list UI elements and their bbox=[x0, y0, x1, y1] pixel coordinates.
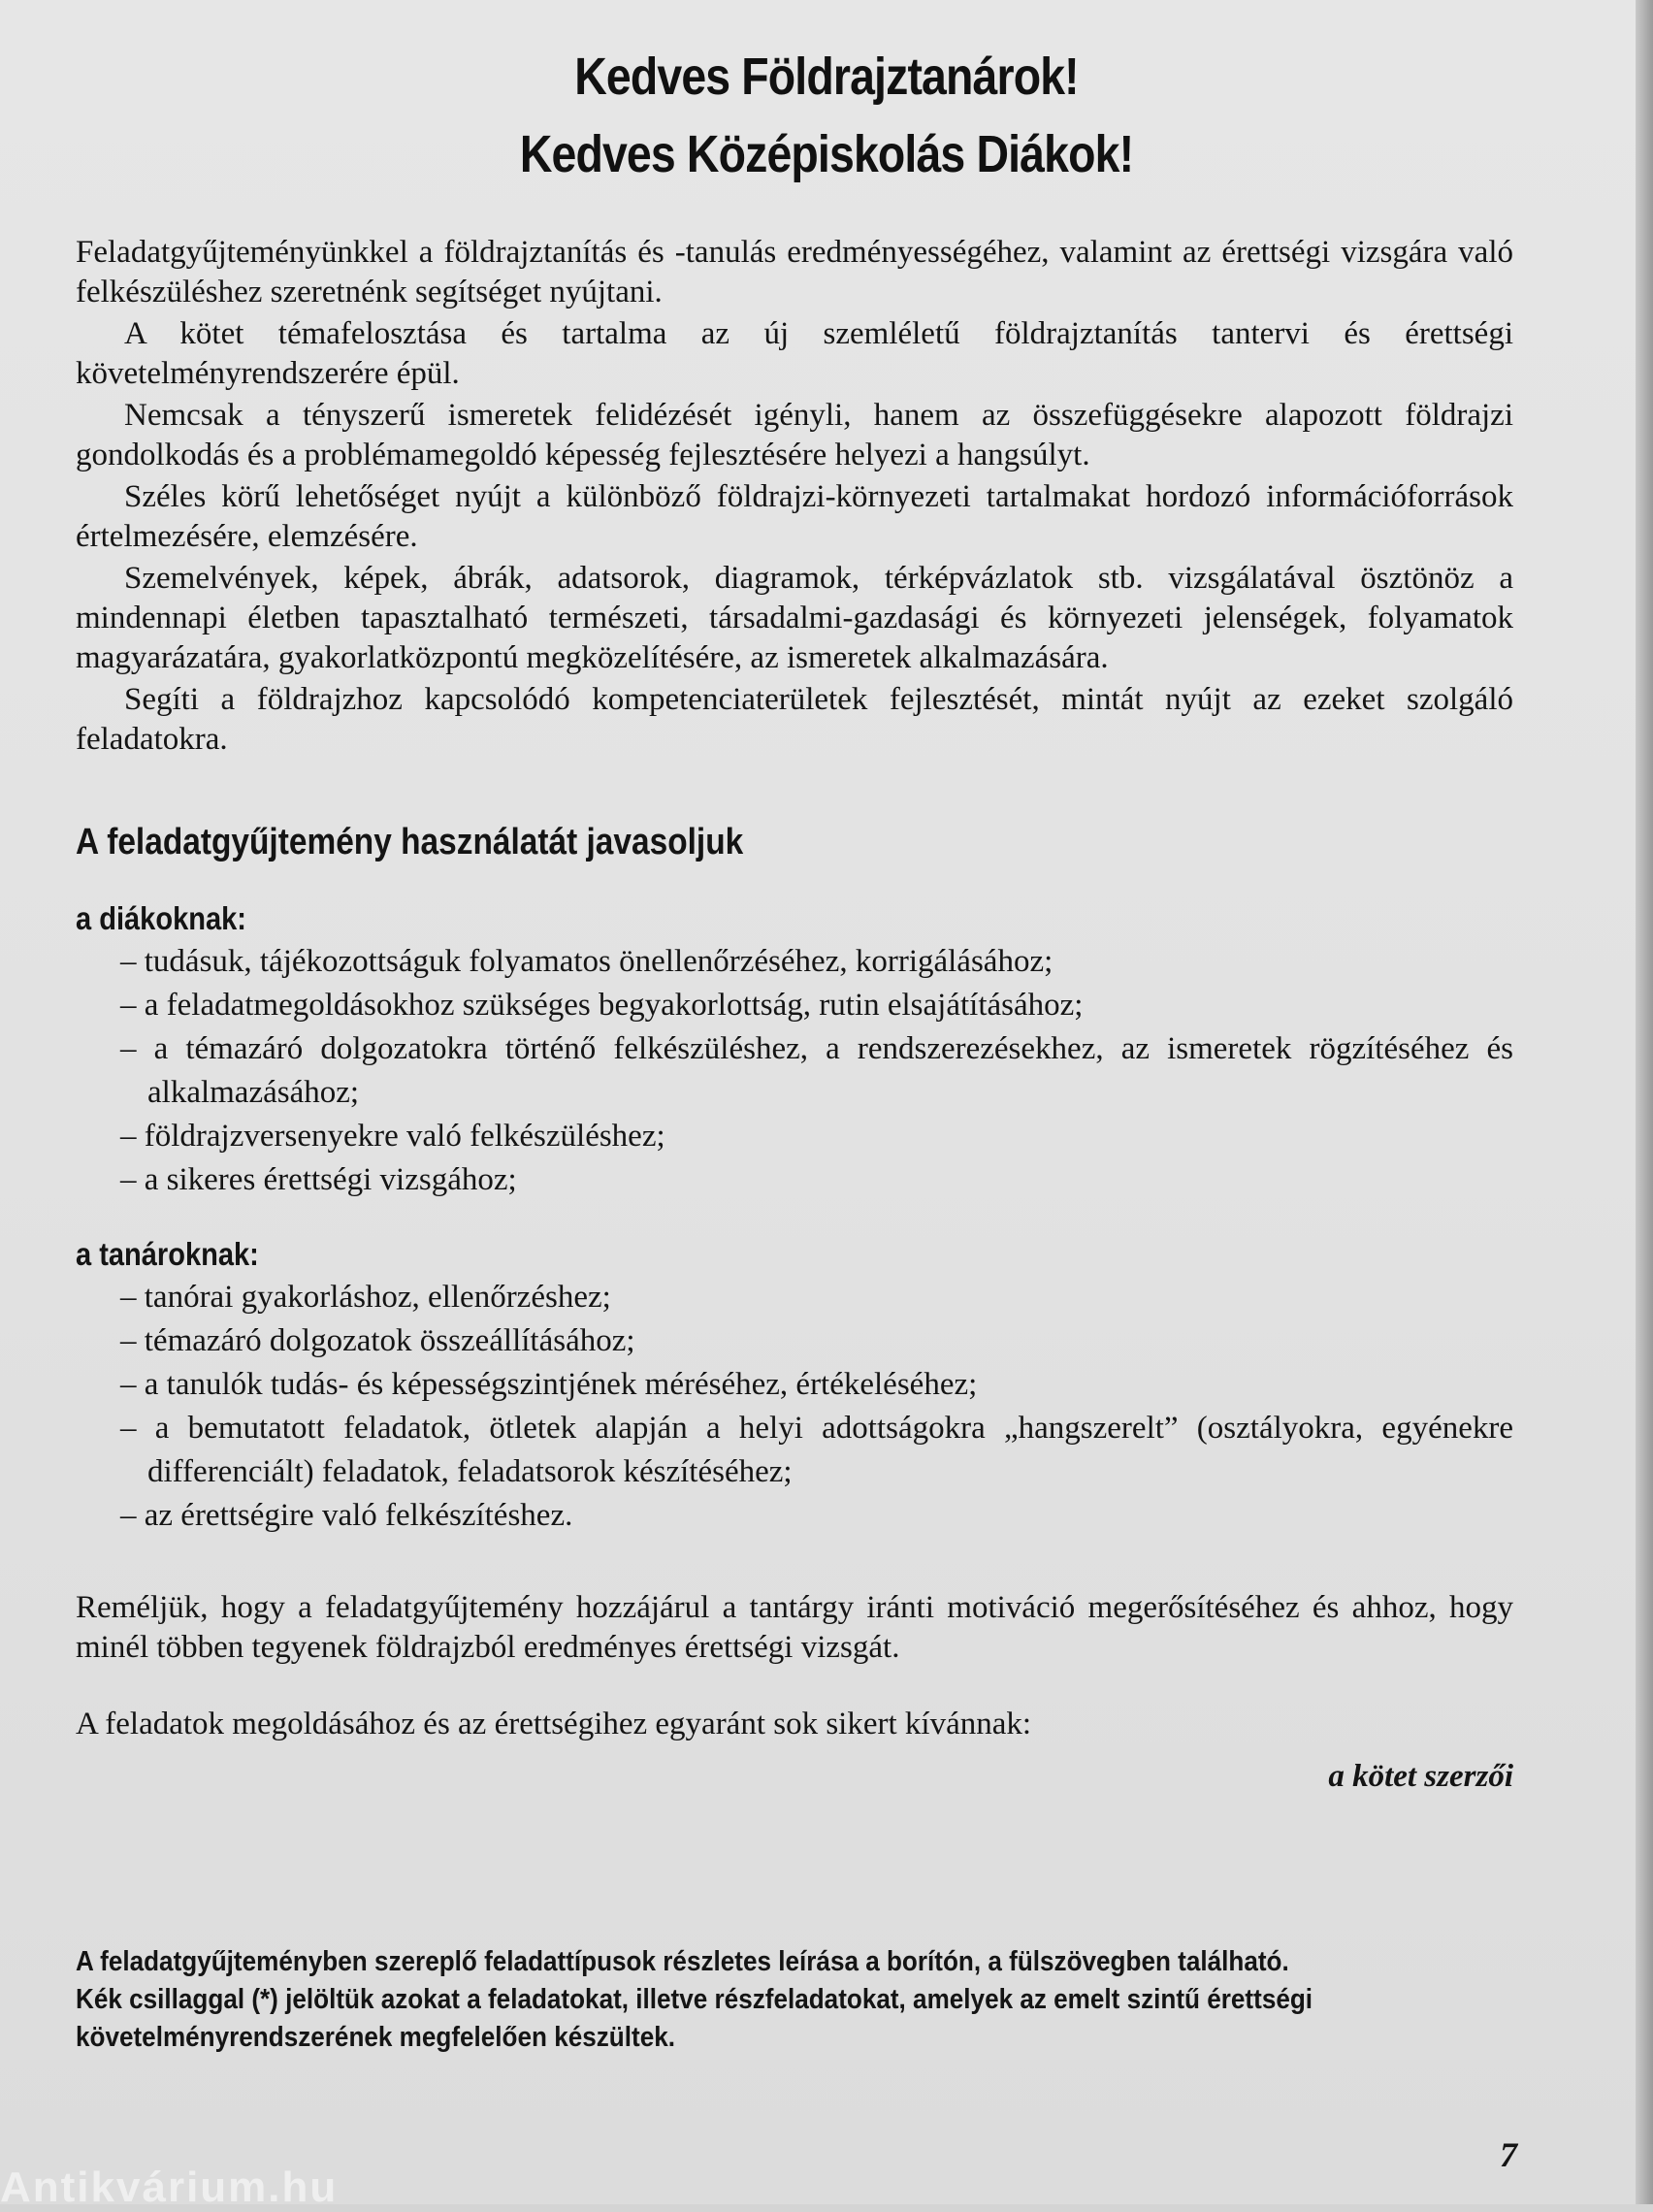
students-label: a diákoknak: bbox=[76, 900, 246, 936]
list-item: – a tanulók tudás- és képességszintjének méréséhez, értékeléséhez; bbox=[76, 1363, 1513, 1407]
list-item: – az érettségire való felkészítéshez. bbox=[76, 1494, 1513, 1538]
list-item: – témazáró dolgozatok összeállításához; bbox=[76, 1319, 1513, 1363]
list-item: – tanórai gyakorláshoz, ellenőrzéshez; bbox=[76, 1276, 1513, 1319]
closing-paragraph: Reméljük, hogy a feladatgyűjtemény hozzájárul a tantárgy iránti motiváció megerősítéséhez és ahhoz, hogy minél többen tegyenek földrajzból eredményes érettségi vizsgát. bbox=[76, 1590, 1513, 1665]
page-title-line-1: Kedves Földrajztanárok! bbox=[574, 48, 1079, 106]
watermark: Antikvárium.hu bbox=[0, 2163, 339, 2211]
list-item: – a sikeres érettségi vizsgához; bbox=[76, 1158, 1513, 1202]
list-item: – a témazáró dolgozatokra történő felkészüléshez, a rendszerezésekhez, az ismeretek rögzítéséhez és alkalmazásához; bbox=[76, 1027, 1513, 1115]
footnotes bbox=[76, 1943, 1377, 2057]
teachers-list bbox=[76, 1276, 1513, 1538]
intro-paragraph-5: Szemelvények, képek, ábrák, adatsorok, diagramok, térképvázlatok stb. vizsgálatával ösztönöz a mindennapi életben tapasztalható természeti, társadalmi-gazdasági és környezeti jelenségek, folyamatok magyarázatára, gyakorlatközpontú megközelítésére, az ismeretek alkalmazására. bbox=[76, 561, 1513, 675]
intro-paragraph-3: Nemcsak a tényszerű ismeretek felidézését igényli, hanem az összefüggésekre alapozott földrajzi gondolkodás és a problémamegoldó képesség fejlesztésére helyezi a hangsúlyt. bbox=[76, 398, 1513, 472]
wish-paragraph: A feladatok megoldásához és az érettségihez egyaránt sok sikert kívánnak: bbox=[76, 1707, 1032, 1741]
footnote-2: Kék csillaggal (*) jelöltük azokat a feladatokat, illetve részfeladatokat, amelyek az emelt szintű érettségi követelményrendszerének megfelelően készültek. bbox=[76, 1984, 1313, 2053]
teachers-label: a tanároknak: bbox=[76, 1236, 259, 1272]
signature: a kötet szerzői bbox=[1328, 1759, 1513, 1794]
section-title: A feladatgyűjtemény használatát javasoljuk bbox=[76, 822, 744, 862]
intro-paragraph-6: Segíti a földrajzhoz kapcsolódó kompetenciaterületek fejlesztését, mintát nyújt az ezeket szolgáló feladatokra. bbox=[76, 682, 1513, 757]
intro-paragraph-4: Széles körű lehetőséget nyújt a különböző földrajzi-környezeti tartalmakat hordozó információforrások értelmezésére, elemzésére. bbox=[76, 479, 1513, 554]
main-text bbox=[76, 233, 1513, 1797]
list-item: – földrajzversenyekre való felkészüléshez; bbox=[76, 1115, 1513, 1158]
intro-paragraph-1: Feladatgyűjteményünkkel a földrajztanítás és -tanulás eredményességéhez, valamint az érettségi vizsgára való felkészüléshez szeretnénk segítséget nyújtani. bbox=[76, 235, 1513, 309]
page-title-line-2: Kedves Középiskolás Diákok! bbox=[519, 125, 1134, 183]
page-number: 7 bbox=[1500, 2135, 1517, 2174]
intro-paragraph-2: A kötet témafelosztása és tartalma az új szemléletű földrajztanítás tantervi és érettségi követelményrendszerére épül. bbox=[76, 316, 1513, 391]
list-item: – a feladatmegoldásokhoz szükséges begyakorlottság, rutin elsajátításához; bbox=[76, 984, 1513, 1027]
footnote-1: A feladatgyűjteményben szereplő feladattípusok részletes leírása a borítón, a fülszövegben található. bbox=[76, 1946, 1289, 1977]
students-list bbox=[76, 940, 1513, 1202]
list-item: – tudásuk, tájékozottságuk folyamatos önellenőrzéséhez, korrigálásához; bbox=[76, 940, 1513, 984]
page-edge-shadow bbox=[1636, 0, 1653, 2204]
list-item: – a bemutatott feladatok, ötletek alapján a helyi adottságokra „hangszerelt” (osztályokra, egyénekre differenciált) feladatok, feladatsorok készítéséhez; bbox=[76, 1407, 1513, 1494]
